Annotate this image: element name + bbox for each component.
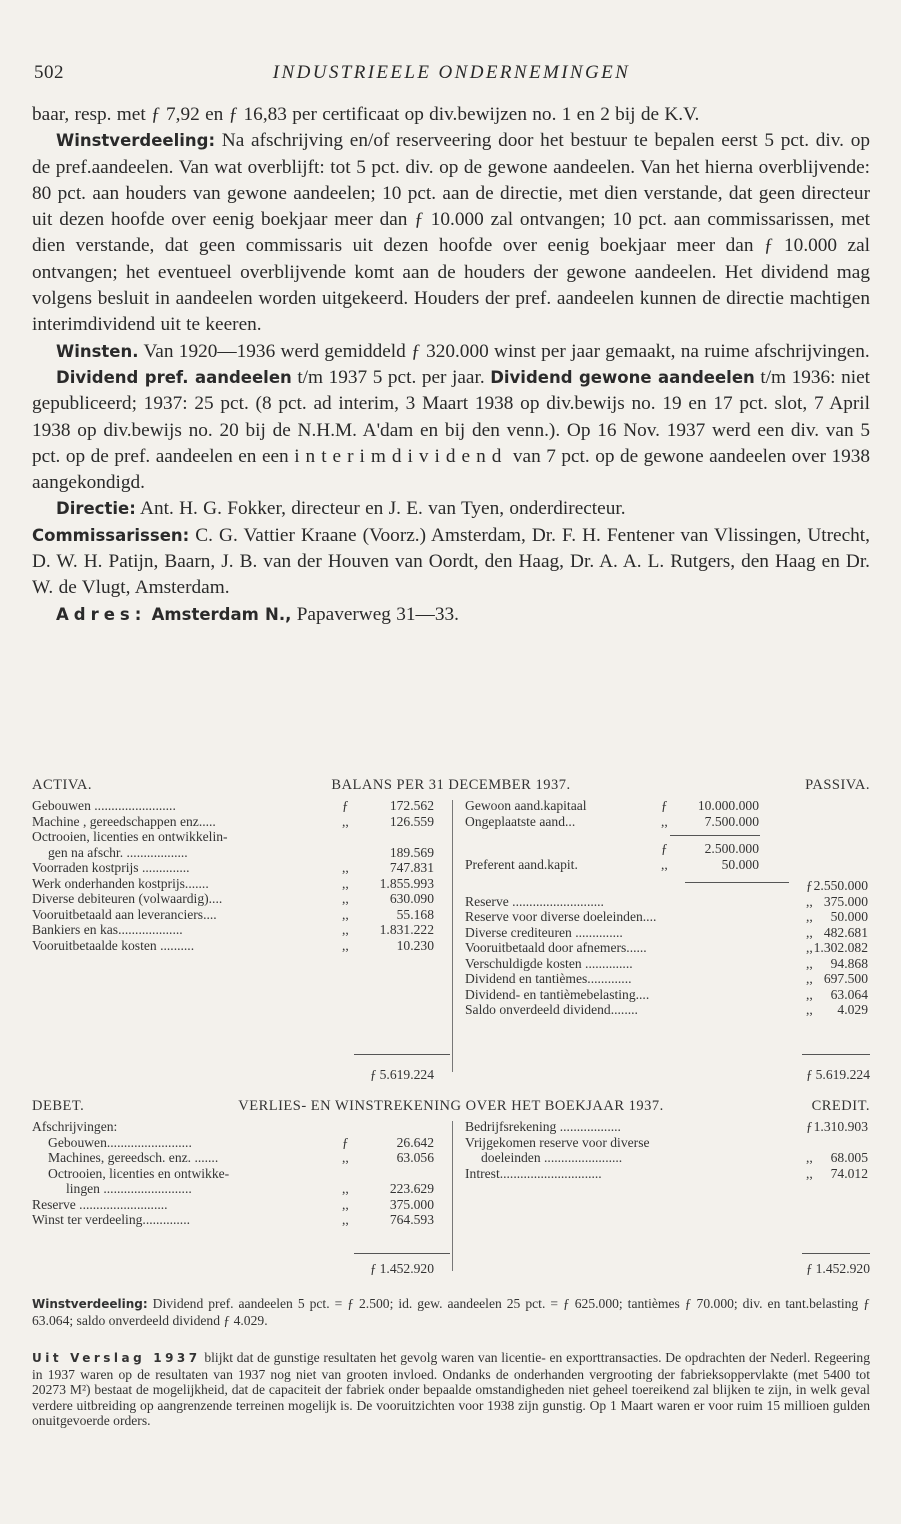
debet-column [32,1119,450,1228]
paragraph-address: Adres: Amsterdam N., Papaverweg 31—33. [56,603,459,625]
table-row: Octrooien, licenties en ontwikke- [48,1165,230,1181]
table-row: Voorraden kostprijs .............. ,, 747.831 [32,860,434,875]
credit-total: ƒ 1.452.920 [806,1261,870,1276]
debet-heading: DEBET. [32,1098,85,1114]
passiva-heading: PASSIVA. [805,777,870,793]
table-row: Vrijgekomen reserve voor diverse [465,1134,650,1150]
table-row: Ongeplaatste aand... ,, 7.500.000 [465,813,759,829]
profit-loss-heading [32,1099,870,1119]
table-row: Machine , gereedschappen enz..... ,, 126.559 [32,813,434,829]
passiva-total: ƒ 5.619.224 [806,1067,870,1082]
label-management: Directie: [56,499,136,519]
table-row: Gebouwen......................... ƒ 26.642 [48,1134,434,1150]
activa-column [32,798,450,953]
passiva-rows [465,894,870,1018]
label-note-profit-distribution: Winstverdeeling: [32,1297,148,1311]
page-number: 502 [34,62,64,83]
table-row: Reserve ........................... ,, 375.000 [465,893,868,909]
paragraph-commissioners: Commissarissen: C. G. Vattier Kraane (Voorz.) Amsterdam, Dr. F. H. Fentener van Vlissingen, Utrecht, D. W. H. Patijn, Baarn, J. B. van der Houven van Oordt, den Haag, Dr. A. A. L. Rutgers, den Haag en Dr. W. de Vlugt, Amsterdam. [32,524,870,599]
passiva-column [465,798,870,1018]
table-row: Dividend en tantièmes............. ,, 697.500 [465,971,868,986]
balance-sheet [32,778,870,1098]
label-address: Adres: [56,604,147,624]
table-row: Vooruitbetaald aan leveranciers.... ,, 55.168 [32,906,434,922]
table-row: Saldo onverdeeld dividend........ ,, 4.029 [465,1002,868,1017]
table-row: Vooruitbetaalde kosten .......... ,, 10.230 [32,937,434,953]
table-row: Bankiers en kas................... ,, 1.831.222 [32,922,434,937]
table-row: Gewoon aand.kapitaal ƒ 10.000.000 [465,798,759,813]
address-place: Amsterdam N., [151,604,292,624]
table-row: Afschrijvingen: [32,1119,118,1134]
table-row: Vooruitbetaald door afnemers...... ,, 1.302.082 [465,940,868,955]
table-row: ƒ 2.500.000 [661,841,759,856]
credit-heading: CREDIT. [811,1098,870,1114]
table-row: Winst ter verdeeling.............. ,, 764.593 [32,1212,434,1227]
column-divider [452,800,453,1072]
paragraph-dividends: Dividend pref. aandeelen t/m 1937 5 pct. per jaar. Dividend gewone aandeelen t/m 1936: niet gepubliceerd; 1937: 25 pct. (8 pct. ad interim, 3 Maart 1938 op div.bewijs no. 19 en 17 pct. slot, 7 April 1938 op div.bewijs no. 20 bij de N.H.M. A'dam en bij den venn.). Op 16 Nov. 1937 werd een div. van 5 pct. op de pref. aandeelen en een interimdividend van 7 pct. op de gewone aandeelen over 1938 aangekondigd. [32,366,871,494]
table-row: Werk onderhanden kostprijs....... ,, 1.855.993 [32,875,434,891]
table-row: Reserve voor diverse doeleinden.... ,, 50.000 [465,909,868,924]
activa-heading: ACTIVA. [32,777,93,793]
label-dividend-pref: Dividend pref. aandeelen [56,367,292,387]
table-row: Diverse debiteuren (volwaardig).... ,, 630.090 [32,891,434,906]
label-dividend-ordinary: Dividend gewone aandeelen [490,367,755,387]
table-row: Intrest.............................. ,, 74.012 [465,1165,868,1181]
table-row: gen na afschr. .................. 189.569 [48,844,434,860]
table-row: Bedrijfsrekening .................. ƒ 1.310.903 [465,1119,868,1134]
credit-column [465,1119,870,1181]
table-row: Octrooien, licenties en ontwikkelin- [32,829,228,844]
table-row: Reserve .......................... ,, 375.000 [32,1196,434,1212]
note-profit-distribution: Winstverdeeling: Dividend pref. aandeelen 5 pct. = ƒ 2.500; id. gew. aandeelen 25 pct. = ƒ 625.000; tantièmes ƒ 70.000; div. en tant.belasting ƒ 63.064; saldo onverdeeld dividend ƒ 4.029. [32,1296,870,1328]
page-header [34,62,869,90]
label-profits: Winsten. [56,341,139,361]
table-row: ƒ 2.550.000 [806,878,868,893]
total-rule [802,1054,870,1055]
table-row: Dividend- en tantièmebelasting.... ,, 63.064 [465,986,868,1002]
table-row: doeleinden ....................... ,, 68.005 [481,1150,868,1165]
paragraph-management: Directie: Ant. H. G. Fokker, directeur en J. E. van Tyen, onderdirecteur. [56,498,626,520]
column-divider [452,1121,453,1271]
total-rule [802,1253,870,1254]
subtotal-rule [670,835,760,836]
table-row: Diverse crediteuren .............. ,, 482.681 [465,924,868,940]
profit-loss-title: VERLIES- EN WINSTREKENING OVER HET BOEKJAAR 1937. [238,1098,664,1114]
profit-loss-account [32,1099,870,1289]
table-row: Preferent aand.kapit. ,, 50.000 [465,856,759,872]
spaced-interimdividend: interimdividend [294,445,508,467]
balance-sheet-heading [32,778,870,798]
debet-total: ƒ 1.452.920 [370,1261,434,1276]
balance-title: BALANS PER 31 DECEMBER 1937. [331,777,571,793]
note-annual-report: Uit Verslag 1937 blijkt dat de gunstige resultaten het gevolg waren van licentie- en exporttransacties. De opdrachten der Nederl. Regeering in 1937 waren op de resultaten van 1937 nog niet van grooten invloed. Ondanks de onderhanden vergrooting der fabrieksoppervlakte (met 5400 tot 20273 M²) bestaat de mogelijkheid, dat de capaciteit der fabriek onder bepaalde omstandigheden niet geheel toereikend zal blijken te zijn, in welk geval verdere uitbreiding op aangrenzende terreinen mogelijk is. De vooruitzichten voor 1938 zijn gunstig. Op 1 Maart waren er voor ruim 15 millioen gulden onuitgevoerde orders. [32,1350,870,1429]
company-description [32,102,870,628]
label-commissioners: Commissarissen: [32,525,190,545]
total-rule [354,1054,450,1055]
total-rule [354,1253,450,1254]
table-row: Machines, gereedsch. enz. ....... ,, 63.056 [48,1150,434,1165]
paragraph-profit-distribution: Winstverdeeling: Na afschrijving en/of reserveering door het bestuur te bepalen eerst 5 pct. div. op de pref.aandeelen. Van wat overblijft: tot 5 pct. div. op de gewone aandeelen. Van het hierna overblijvende: 80 pct. aan houders van gewone aandeelen; 10 pct. aan de directie, met dien verstande, dat geen directeur uit dezen hoofde over eenig boekjaar meer dan ƒ 10.000 zal ontvangen; 10 pct. aan commissarissen, met dien verstande, dat geen commissaris uit dezen hoofde over eenig boekjaar meer dan ƒ 10.000 zal ontvangen; het eventueel overblijvende komt aan de houders der gewone aandeelen. Het dividend mag volgens besluit in aandeelen worden uitgekeerd. Houders der pref. aandeelen kunnen de directie machtigen interimdividend uit te keeren. [32,130,870,336]
paragraph-profits: Winsten. Van 1920—1936 werd gemiddeld ƒ 320.000 winst per jaar gemaakt, na ruime afschrijvingen. [56,340,870,362]
label-profit-distribution: Winstverdeeling: [56,131,216,151]
paragraph-certificates: baar, resp. met ƒ 7,92 en ƒ 16,83 per certificaat op div.bewijzen no. 1 en 2 bij de K.V. [32,104,700,125]
running-title: INDUSTRIEELE ONDERNEMINGEN [272,62,631,83]
table-row: lingen .......................... ,, 223.629 [66,1181,434,1196]
label-annual-report: Uit Verslag 1937 [32,1351,201,1365]
table-row: Gebouwen ........................ ƒ 172.562 [32,798,434,813]
table-row: Verschuldigde kosten .............. ,, 94.868 [465,955,868,971]
activa-total: ƒ 5.619.224 [370,1067,434,1082]
